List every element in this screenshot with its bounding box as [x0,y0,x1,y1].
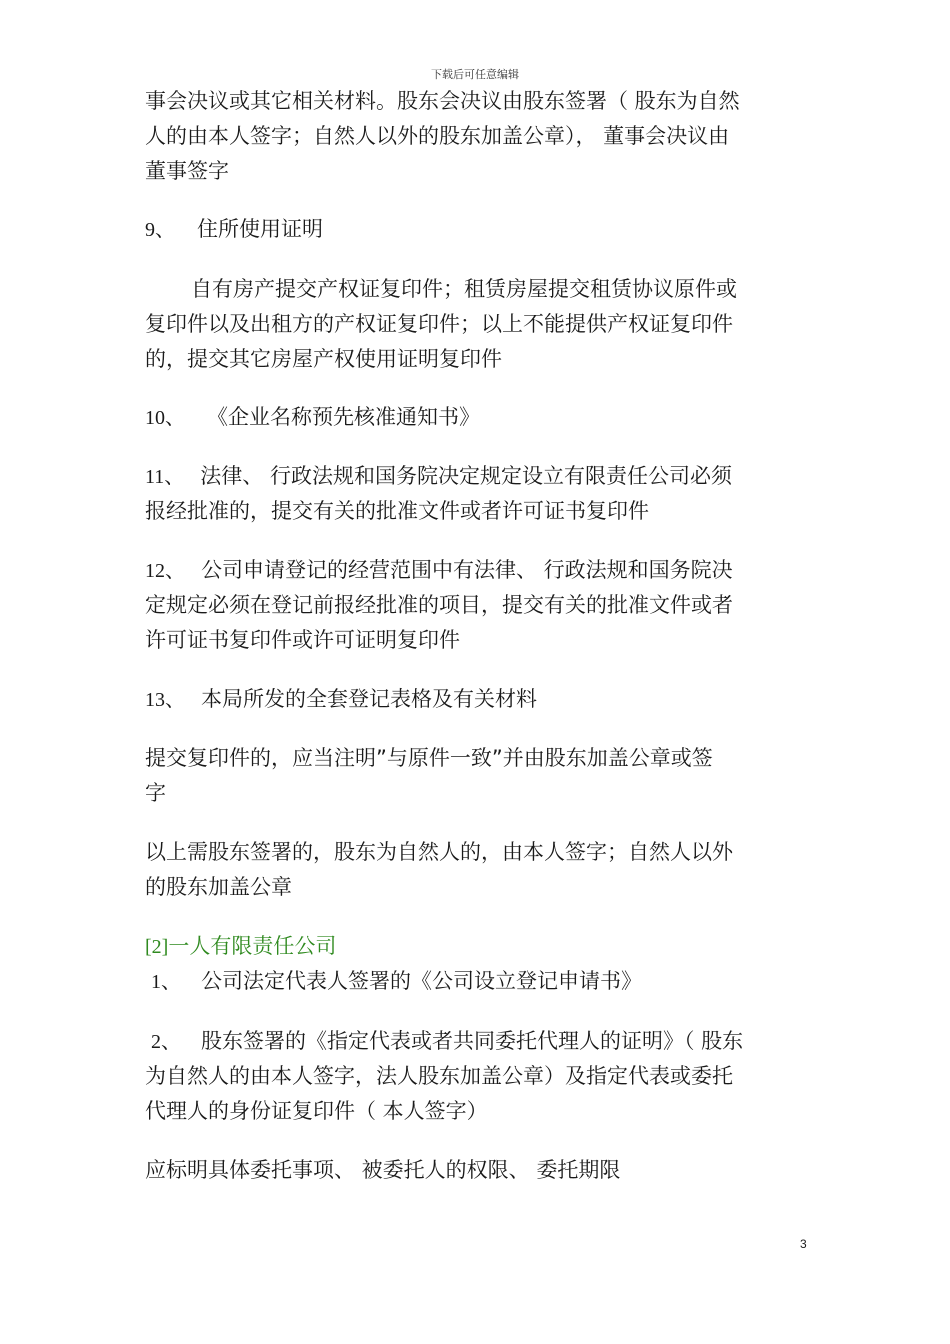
text-line: 为自然人的由本人签字，法人股东加盖公章）及指定代表或委托 [145,1064,733,1088]
text-line: 人的由本人签字；自然人以外的股东加盖公章）， 董事会决议由 [145,124,730,148]
text-line: 董事签字 [145,159,229,183]
text-line: 的股东加盖公章 [145,875,292,899]
text-line: 代理人的身份证复印件（ 本人签字） [145,1099,488,1123]
section-heading: [2]一人有限责任公司 [145,934,337,958]
text-line: 许可证书复印件或许可证明复印件 [145,628,460,652]
text-line: 提交复印件的，应当注明”与原件一致”并由股东加盖公章或签 [145,746,713,770]
text-line: 事会决议或其它相关材料。股东会决议由股东签署（ 股东为自然 [145,89,740,113]
list-item-2: 2、 股东签署的《指定代表或者共同委托代理人的证明》（ 股东 [151,1029,744,1053]
text-line: 复印件以及出租方的产权证复印件；以上不能提供产权证复印件 [145,312,733,336]
list-item-1: 1、 公司法定代表人签署的《公司设立登记申请书》 [151,969,642,993]
page-header: 下载后可任意编辑 [431,68,519,81]
list-item-9: 9、 住所使用证明 [145,217,323,241]
list-item-11: 11、 法律、 行政法规和国务院决定规定设立有限责任公司必须 [145,464,732,488]
text-line: 应标明具体委托事项、 被委托人的权限、 委托期限 [145,1158,621,1182]
text-line: 的，提交其它房屋产权使用证明复印件 [145,347,502,371]
text-line: 报经批准的，提交有关的批准文件或者许可证书复印件 [145,499,649,523]
list-item-13: 13、 本局所发的全套登记表格及有关材料 [145,687,537,711]
text-line: 定规定必须在登记前报经批准的项目，提交有关的批准文件或者 [145,593,733,617]
list-item-10: 10、 《企业名称预先核准通知书》 [145,405,480,429]
page-number: 3 [800,1237,807,1251]
text-line: 自有房产提交产权证复印件；租赁房屋提交租赁协议原件或 [191,277,737,301]
text-line: 字 [145,781,166,805]
text-line: 以上需股东签署的，股东为自然人的，由本人签字；自然人以外 [145,840,733,864]
list-item-12: 12、 公司申请登记的经营范围中有法律、 行政法规和国务院决 [145,558,733,582]
